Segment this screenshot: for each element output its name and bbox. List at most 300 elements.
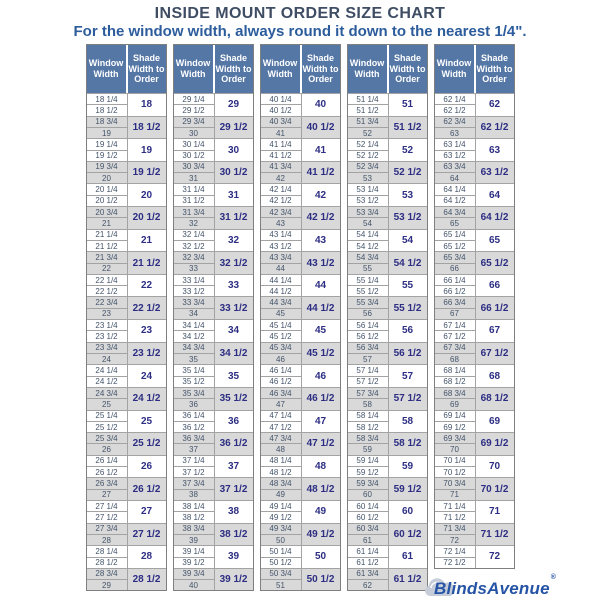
window-width-cells	[87, 546, 128, 568]
window-width-value: 51 1/2	[348, 104, 388, 115]
window-width-value: 26 1/4	[95, 456, 118, 466]
window-width-value: 38 3/4	[182, 524, 205, 534]
window-width-value: 37 1/4	[182, 456, 205, 466]
window-width-value: 57	[348, 353, 388, 364]
window-width-value: 58 1/4	[356, 411, 379, 421]
window-width-value: 70 3/4	[443, 479, 466, 489]
size-block	[348, 161, 427, 184]
size-block	[261, 432, 340, 455]
shade-width-value: 50	[314, 551, 327, 563]
size-block	[174, 387, 253, 410]
window-width-value: 51	[261, 579, 301, 590]
window-width-value: 22 1/2	[87, 285, 127, 296]
window-width-value: 55 1/4	[356, 275, 379, 285]
size-block	[435, 342, 514, 365]
shade-width-value: 24 1/2	[132, 393, 161, 405]
shade-width-value: 21 1/2	[132, 257, 161, 269]
window-width-value: 71	[435, 489, 475, 500]
window-width-value: 72 1/2	[435, 557, 475, 568]
size-block	[435, 138, 514, 161]
window-width-value: 23 3/4	[95, 343, 118, 353]
window-width-cells	[174, 456, 215, 478]
window-width-value: 50 1/4	[269, 546, 292, 556]
window-width-value: 62	[348, 579, 388, 590]
window-width-value: 28 1/4	[95, 546, 118, 556]
window-width-cells	[348, 388, 389, 410]
size-block	[261, 138, 340, 161]
shade-width-value: 57	[401, 370, 414, 382]
size-block	[348, 274, 427, 297]
shade-width-value: 33	[227, 280, 240, 292]
window-width-value: 32 1/2	[174, 240, 214, 251]
window-width-value: 30 1/2	[174, 150, 214, 161]
size-block	[87, 500, 166, 523]
shade-width-value: 46	[314, 370, 327, 382]
window-width-value: 66 3/4	[443, 298, 466, 308]
size-block	[348, 455, 427, 478]
window-width-value: 36 3/4	[182, 433, 205, 443]
window-width-value: 60 3/4	[356, 524, 379, 534]
window-width-value: 53 1/2	[348, 195, 388, 206]
window-width-value: 43 3/4	[269, 252, 292, 262]
shade-width-value: 61 1/2	[393, 574, 422, 586]
window-width-cells	[174, 320, 215, 342]
window-width-value: 48	[261, 443, 301, 454]
window-width-value: 22 1/4	[95, 275, 118, 285]
window-width-value: 49 1/2	[261, 511, 301, 522]
shade-width-value: 32	[227, 234, 240, 246]
window-width-value: 37 1/2	[174, 466, 214, 477]
shade-width-value: 68 1/2	[480, 393, 509, 405]
size-block	[261, 296, 340, 319]
size-block	[174, 568, 253, 591]
size-chart-page	[0, 4, 600, 598]
size-block	[87, 116, 166, 139]
window-width-value: 62 1/4	[443, 94, 466, 104]
window-width-cells	[348, 411, 389, 433]
shade-width-value: 18	[140, 99, 153, 111]
size-block	[348, 545, 427, 568]
window-width-value: 45	[261, 308, 301, 319]
window-width-cells	[435, 320, 476, 342]
window-width-value: 59 3/4	[356, 479, 379, 489]
window-width-value: 20 1/4	[95, 185, 118, 195]
shade-width-value: 63 1/2	[480, 167, 509, 179]
shade-width-value: 53	[401, 189, 414, 201]
window-width-value: 19 3/4	[95, 162, 118, 172]
window-width-cells	[87, 569, 128, 591]
window-width-value: 42	[261, 172, 301, 183]
window-width-cells	[261, 162, 302, 184]
shade-width-value: 19 1/2	[132, 167, 161, 179]
window-width-value: 52	[348, 127, 388, 138]
shade-width-value: 60	[401, 506, 414, 518]
shade-width-value: 72	[488, 551, 501, 563]
window-width-cells	[174, 230, 215, 252]
window-width-value: 72 1/4	[443, 546, 466, 556]
window-width-cells	[435, 546, 476, 568]
window-width-cells	[261, 297, 302, 319]
window-width-header: Window Width	[174, 45, 215, 93]
window-width-value: 25	[87, 398, 127, 409]
shade-width-value: 59 1/2	[393, 483, 422, 495]
window-width-cells	[348, 139, 389, 161]
size-block	[174, 523, 253, 546]
shade-width-value: 18 1/2	[132, 121, 161, 133]
window-width-cells	[261, 230, 302, 252]
shade-width-value: 70	[488, 461, 501, 473]
size-block	[261, 319, 340, 342]
window-width-cells	[87, 365, 128, 387]
window-width-value: 33 1/2	[174, 285, 214, 296]
window-width-value: 68 1/2	[435, 376, 475, 387]
size-block	[174, 183, 253, 206]
window-width-cells	[261, 343, 302, 365]
size-block	[348, 523, 427, 546]
window-width-cells	[435, 411, 476, 433]
size-block	[87, 568, 166, 591]
window-width-cells	[87, 478, 128, 500]
window-width-value: 58 3/4	[356, 433, 379, 443]
size-block	[87, 364, 166, 387]
window-width-value: 71 3/4	[443, 524, 466, 534]
window-width-value: 24 3/4	[95, 388, 118, 398]
window-width-cells	[87, 524, 128, 546]
window-width-header: Window Width	[435, 45, 476, 93]
window-width-cells	[174, 433, 215, 455]
window-width-value: 25 1/4	[95, 411, 118, 421]
window-width-value: 37 3/4	[182, 479, 205, 489]
window-width-value: 67 1/4	[443, 320, 466, 330]
shade-width-value: 51 1/2	[393, 121, 422, 133]
window-width-value: 21	[87, 217, 127, 228]
size-block	[435, 500, 514, 523]
window-width-value: 35 1/4	[182, 365, 205, 375]
shade-width-value: 31 1/2	[219, 212, 248, 224]
size-block	[348, 364, 427, 387]
shade-width-value: 41 1/2	[306, 167, 335, 179]
size-block	[87, 229, 166, 252]
table-header	[435, 45, 514, 93]
window-width-cells	[435, 388, 476, 410]
size-block	[87, 319, 166, 342]
size-block	[435, 545, 514, 568]
window-width-value: 34 1/2	[174, 330, 214, 341]
window-width-cells	[261, 117, 302, 139]
window-width-value: 39 3/4	[182, 569, 205, 579]
window-width-value: 18 3/4	[95, 117, 118, 127]
window-width-value: 59 1/2	[348, 466, 388, 477]
shade-width-value: 46 1/2	[306, 393, 335, 405]
shade-width-value: 39 1/2	[219, 574, 248, 586]
window-width-value: 23 1/2	[87, 330, 127, 341]
window-width-cells	[435, 501, 476, 523]
size-block	[348, 251, 427, 274]
size-block	[261, 116, 340, 139]
shade-width-value: 25 1/2	[132, 438, 161, 450]
window-width-cells	[261, 569, 302, 591]
shade-width-value: 27	[140, 506, 153, 518]
shade-width-value: 26	[140, 461, 153, 473]
window-width-value: 46 3/4	[269, 388, 292, 398]
window-width-value: 41 1/2	[261, 150, 301, 161]
window-width-value: 66 1/4	[443, 275, 466, 285]
window-width-value: 68 3/4	[443, 388, 466, 398]
size-block	[435, 432, 514, 455]
size-block	[348, 116, 427, 139]
window-width-cells	[174, 501, 215, 523]
window-width-value: 41	[261, 127, 301, 138]
window-width-value: 46 1/2	[261, 376, 301, 387]
window-width-value: 64	[435, 172, 475, 183]
size-block	[435, 183, 514, 206]
window-width-cells	[261, 501, 302, 523]
size-block	[174, 364, 253, 387]
window-width-value: 70	[435, 443, 475, 454]
window-width-value: 19 1/2	[87, 150, 127, 161]
window-width-cells	[348, 320, 389, 342]
window-width-cells	[174, 343, 215, 365]
window-width-value: 32 1/4	[182, 230, 205, 240]
window-width-value: 39 1/4	[182, 546, 205, 556]
size-block	[435, 477, 514, 500]
window-width-value: 21 3/4	[95, 252, 118, 262]
shade-width-value: 43	[314, 234, 327, 246]
window-width-value: 38 1/4	[182, 501, 205, 511]
size-block	[261, 455, 340, 478]
window-width-value: 55 3/4	[356, 298, 379, 308]
size-block	[87, 387, 166, 410]
window-width-value: 31 1/2	[174, 195, 214, 206]
window-width-value: 69 1/4	[443, 411, 466, 421]
shade-width-value: 42 1/2	[306, 212, 335, 224]
window-width-value: 42 1/4	[269, 185, 292, 195]
window-width-value: 48 3/4	[269, 479, 292, 489]
window-width-value: 41 3/4	[269, 162, 292, 172]
shade-width-header: Shade Width to Order	[476, 45, 514, 93]
window-width-value: 46	[261, 353, 301, 364]
window-width-value: 56	[348, 308, 388, 319]
window-width-cells	[87, 343, 128, 365]
shade-width-value: 28	[140, 551, 153, 563]
size-block	[87, 161, 166, 184]
window-width-value: 69	[435, 398, 475, 409]
shade-width-value: 24	[140, 370, 153, 382]
shade-width-value: 44	[314, 280, 327, 292]
size-block	[87, 274, 166, 297]
size-block	[261, 274, 340, 297]
window-width-value: 26 1/2	[87, 466, 127, 477]
window-width-value: 68	[435, 353, 475, 364]
shade-width-value: 26 1/2	[132, 483, 161, 495]
shade-width-value: 38 1/2	[219, 528, 248, 540]
window-width-value: 18 1/4	[95, 94, 118, 104]
size-block	[174, 477, 253, 500]
size-block	[174, 229, 253, 252]
size-block	[348, 410, 427, 433]
window-width-cells	[348, 433, 389, 455]
size-block	[174, 93, 253, 116]
window-width-cells	[87, 117, 128, 139]
shade-width-value: 59	[401, 461, 414, 473]
window-width-cells	[261, 411, 302, 433]
window-width-cells	[435, 162, 476, 184]
window-width-cells	[261, 252, 302, 274]
window-width-cells	[348, 230, 389, 252]
shade-width-value: 49 1/2	[306, 528, 335, 540]
window-width-cells	[87, 252, 128, 274]
size-block	[174, 500, 253, 523]
window-width-cells	[261, 94, 302, 116]
window-width-cells	[87, 207, 128, 229]
window-width-value: 22	[87, 263, 127, 274]
window-width-value: 28 1/2	[87, 557, 127, 568]
window-width-value: 36	[174, 398, 214, 409]
window-width-value: 34	[174, 308, 214, 319]
size-block	[261, 93, 340, 116]
window-width-value: 55 1/2	[348, 285, 388, 296]
window-width-value: 49 1/4	[269, 501, 292, 511]
window-width-value: 57 1/2	[348, 376, 388, 387]
size-block	[348, 568, 427, 591]
window-width-cells	[261, 478, 302, 500]
window-width-value: 57 3/4	[356, 388, 379, 398]
shade-width-value: 30 1/2	[219, 167, 248, 179]
size-block	[435, 410, 514, 433]
window-width-value: 24 1/4	[95, 365, 118, 375]
window-width-value: 72	[435, 534, 475, 545]
shade-width-value: 22	[140, 280, 153, 292]
page-subtitle: For the window width, always round it down to the nearest 1/4".	[73, 23, 527, 40]
window-width-value: 63 1/2	[435, 150, 475, 161]
window-width-value: 39 1/2	[174, 557, 214, 568]
window-width-value: 51 3/4	[356, 117, 379, 127]
window-width-value: 43 1/2	[261, 240, 301, 251]
window-width-value: 23 1/4	[95, 320, 118, 330]
window-width-value: 47 3/4	[269, 433, 292, 443]
shade-width-header: Shade Width to Order	[215, 45, 253, 93]
table-header	[174, 45, 253, 93]
shade-width-value: 19	[140, 144, 153, 156]
shade-width-value: 52 1/2	[393, 167, 422, 179]
window-width-value: 35 3/4	[182, 388, 205, 398]
window-width-cells	[87, 230, 128, 252]
window-width-value: 42 3/4	[269, 207, 292, 217]
window-width-value: 53 3/4	[356, 207, 379, 217]
window-width-value: 58 1/2	[348, 421, 388, 432]
window-width-cells	[435, 433, 476, 455]
window-width-value: 68 1/4	[443, 365, 466, 375]
window-width-value: 29 1/2	[174, 104, 214, 115]
window-width-value: 33 3/4	[182, 298, 205, 308]
window-width-cells	[435, 184, 476, 206]
window-width-value: 56 1/4	[356, 320, 379, 330]
window-width-value: 27 1/2	[87, 511, 127, 522]
size-table-1	[86, 44, 167, 591]
window-width-cells	[87, 433, 128, 455]
shade-width-value: 70 1/2	[480, 483, 509, 495]
window-width-cells	[87, 184, 128, 206]
window-width-value: 70 1/2	[435, 466, 475, 477]
window-width-value: 67	[435, 308, 475, 319]
size-block	[261, 342, 340, 365]
shade-width-value: 60 1/2	[393, 528, 422, 540]
window-width-value: 20 1/2	[87, 195, 127, 206]
window-width-value: 46 1/4	[269, 365, 292, 375]
table-header	[87, 45, 166, 93]
window-width-value: 27	[87, 489, 127, 500]
window-width-value: 42 1/2	[261, 195, 301, 206]
size-tables	[0, 44, 600, 591]
window-width-cells	[435, 207, 476, 229]
window-width-value: 18 1/2	[87, 104, 127, 115]
shade-width-value: 55 1/2	[393, 302, 422, 314]
window-width-value: 64 1/4	[443, 185, 466, 195]
size-table-4	[347, 44, 428, 591]
window-width-value: 60 1/4	[356, 501, 379, 511]
window-width-cells	[174, 94, 215, 116]
size-block	[87, 251, 166, 274]
shade-width-value: 57 1/2	[393, 393, 422, 405]
shade-width-value: 33 1/2	[219, 302, 248, 314]
shade-width-value: 66 1/2	[480, 302, 509, 314]
size-block	[174, 296, 253, 319]
window-width-value: 65 1/2	[435, 240, 475, 251]
window-width-value: 50	[261, 534, 301, 545]
window-width-value: 35	[174, 353, 214, 364]
shade-width-value: 40	[314, 99, 327, 111]
size-block	[261, 229, 340, 252]
size-block	[348, 432, 427, 455]
shade-width-value: 29	[227, 99, 240, 111]
window-width-value: 40	[174, 579, 214, 590]
window-width-value: 50 3/4	[269, 569, 292, 579]
window-width-value: 62 1/2	[435, 104, 475, 115]
shade-width-value: 29 1/2	[219, 121, 248, 133]
size-block	[174, 432, 253, 455]
window-width-value: 66 1/2	[435, 285, 475, 296]
size-table-2	[173, 44, 254, 591]
shade-width-value: 63	[488, 144, 501, 156]
size-table-3	[260, 44, 341, 591]
shade-width-value: 68	[488, 370, 501, 382]
size-block	[261, 183, 340, 206]
size-block	[435, 251, 514, 274]
size-block	[87, 523, 166, 546]
size-block	[87, 432, 166, 455]
window-width-cells	[87, 320, 128, 342]
shade-width-value: 36	[227, 415, 240, 427]
shade-width-value: 49	[314, 506, 327, 518]
shade-width-value: 65	[488, 234, 501, 246]
window-width-value: 39	[174, 534, 214, 545]
shade-width-value: 27 1/2	[132, 528, 161, 540]
size-block	[174, 251, 253, 274]
window-width-cells	[348, 275, 389, 297]
window-width-value: 56 1/2	[348, 330, 388, 341]
window-width-value: 34 3/4	[182, 343, 205, 353]
window-width-value: 45 3/4	[269, 343, 292, 353]
size-block	[261, 387, 340, 410]
window-width-value: 44	[261, 263, 301, 274]
shade-width-value: 56	[401, 325, 414, 337]
window-width-value: 63	[435, 127, 475, 138]
window-width-value: 61 3/4	[356, 569, 379, 579]
window-width-cells	[348, 94, 389, 116]
shade-width-value: 71	[488, 506, 501, 518]
shade-width-value: 23	[140, 325, 153, 337]
size-block	[348, 93, 427, 116]
